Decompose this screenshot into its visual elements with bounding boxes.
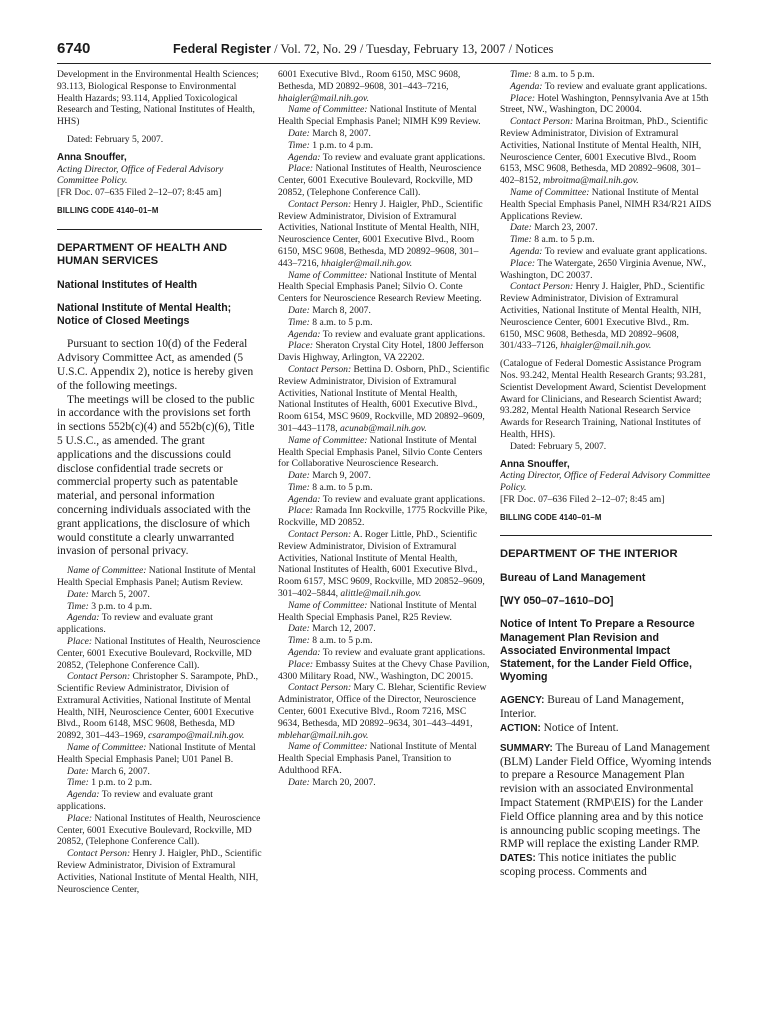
- field-label: Date:: [288, 127, 310, 139]
- meeting-entry: [500, 69, 712, 187]
- field-label: Time:: [67, 777, 89, 789]
- meeting-agenda: To review and evaluate grant applications.: [57, 612, 213, 636]
- contact-person: A. Roger Little, PhD., Scientific Review Administrator, Division of Extramural Activities, National Institute of Mental Health, National Institutes of Health, 6001 Executive Blvd., Room 6157, MSC 9609, Rockville, MD 20852–9609, 301–402–5844,: [278, 529, 485, 600]
- field-label: Time:: [510, 69, 532, 80]
- meeting-place: Sheraton Crystal City Hotel, 1800 Jefferson Davis Highway, Arlington, VA 22202.: [278, 340, 484, 364]
- contact-email: alittle@mail.nih.gov.: [340, 588, 422, 600]
- agency-label: AGENCY:: [500, 695, 545, 707]
- meeting-entry: [278, 270, 490, 435]
- meeting-time: 8 a.m. to 5 p.m.: [309, 481, 373, 493]
- meeting-date: March 12, 2007.: [309, 623, 376, 635]
- field-label: Contact Person:: [288, 363, 352, 375]
- field-label: Place:: [288, 658, 314, 670]
- billing-code: BILLING CODE 4140–01–M: [57, 205, 159, 215]
- dates-text: This notice initiates the public scoping process. Comments and: [500, 852, 677, 878]
- field-label: Place:: [67, 635, 93, 647]
- field-label: Place:: [67, 812, 93, 824]
- bureau-heading: Bureau of Land Management: [500, 571, 646, 584]
- field-label: Place:: [510, 257, 536, 269]
- agency-value: Bureau of Land Management, Interior.: [500, 694, 684, 721]
- docket-number: [WY 050–07–1610–DO]: [500, 595, 614, 608]
- meeting-place: The Watergate, 2650 Virginia Avenue, NW., Washington, DC 20037.: [500, 257, 706, 281]
- contact-email: hhaigler@mail.nih.gov.: [278, 92, 369, 104]
- meeting-date: March 8, 2007.: [309, 127, 371, 139]
- signer-name: Anna Snouffer,: [500, 458, 570, 470]
- field-label: Place:: [288, 340, 314, 352]
- committee-name: National Institute of Mental Health Special Emphasis Panel, NIMH R34/R21 AIDS Applications Review.: [500, 186, 712, 222]
- contact-email: mbroitma@mail.nih.gov.: [543, 175, 639, 187]
- meeting-entry: [278, 600, 490, 742]
- field-label: Agenda:: [288, 151, 321, 163]
- meeting-agenda: To review and evaluate grant applications.: [320, 328, 486, 340]
- meeting-date: March 5, 2007.: [88, 588, 150, 600]
- meeting-agenda: To review and evaluate grant applications.: [57, 789, 213, 813]
- header-rule: [57, 63, 711, 64]
- field-label: Date:: [288, 776, 310, 788]
- field-label: Name of Committee:: [288, 599, 368, 611]
- meeting-date: March 20, 2007.: [309, 776, 376, 788]
- meeting-time: 8 a.m. to 5 p.m.: [531, 234, 595, 246]
- field-label: Agenda:: [288, 493, 321, 505]
- publication-name: Federal Register: [173, 42, 271, 56]
- contact-person: Christopher S. Sarampote, PhD., Scientific Review Administrator, Division of Extramural Activities, National Institute of Mental Health, NIH, Neuroscience Center, 6001 Executive Blvd., Room 6148, MSC 9608, Bethesda, MD 20892, 301–443–1969,: [57, 671, 259, 742]
- field-label: Date:: [510, 222, 532, 234]
- field-label: Contact Person:: [67, 848, 131, 860]
- signer-title: Acting Director, Office of Federal Advisory Committee Policy.: [57, 163, 224, 187]
- notice-title: National Institute of Mental Health; Notice of Closed Meetings: [57, 301, 232, 328]
- column-middle: [278, 69, 490, 1017]
- committee-name: National Institute of Mental Health Special Emphasis Panel; Silvio O. Conte Centers for Neuroscience Research Review Meeting.: [278, 269, 482, 305]
- meeting-time: 8 a.m. to 5 p.m.: [309, 635, 373, 647]
- field-label: Place:: [510, 92, 536, 104]
- field-label: Time:: [288, 635, 310, 647]
- field-label: Date:: [288, 470, 310, 482]
- cfda-catalog: (Catalogue of Federal Domestic Assistance Program Nos. 93.242, Mental Health Research Grants; 93.281, Scientist Development Award, Scientist Development Award for Clinicians, and Research Scientist Award; 93.282, Mental Health National Research Service Awards for Research Training, National Institutes of Health, HHS).: [500, 358, 707, 440]
- field-label: Contact Person:: [288, 198, 352, 210]
- meeting-place: Ramada Inn Rockville, 1775 Rockville Pike, Rockville, MD 20852.: [278, 505, 488, 529]
- committee-name: National Institute of Mental Health Special Emphasis Panel; Autism Review.: [57, 565, 256, 588]
- meeting-entry: [500, 187, 712, 352]
- field-label: Agenda:: [288, 647, 321, 659]
- field-label: Time:: [510, 234, 532, 246]
- meeting-agenda: To review and evaluate grant applications.: [542, 80, 708, 92]
- field-label: Agenda:: [510, 245, 543, 257]
- page-number: 6740: [57, 40, 91, 57]
- contact-address: 6001 Executive Blvd., Room 6150, MSC 9608, Bethesda, MD 20892–9608, 301–443–7216,: [278, 69, 461, 92]
- summary-text: The Bureau of Land Management (BLM) Lander Field Office, Wyoming intends to prepare a Resource Management Plan revision with an associated Environmental Impact Statement (RMP\EIS) for the Lander Field Office planning area and by this notice is announcing public scoping meetings. The RMP will replace the existing Lander RMP.: [500, 741, 712, 851]
- contact-email: acunab@mail.nih.gov.: [340, 422, 427, 434]
- contact-person: Henry J. Haigler, PhD., Scientific Review Administrator, Division of Extramural Activities, National Institute of Mental Health, NIH, Neuroscience Center, 6001 Executive Blvd., Room 6150, MSC 9608, Bethesda, MD 20892–9608, 301–443–7216,: [278, 198, 483, 269]
- field-label: Contact Person:: [510, 116, 574, 128]
- signer-name: Anna Snouffer,: [57, 151, 127, 163]
- meeting-date: March 23, 2007.: [531, 222, 598, 234]
- intro-paragraph: Pursuant to section 10(d) of the Federal Advisory Committee Act, as amended (5 U.S.C. Appendix 2), notice is hereby given of the following meetings.: [57, 338, 254, 392]
- summary-label: SUMMARY:: [500, 742, 553, 754]
- cfda-continuation: Development in the Environmental Health Sciences; 93.113, Biological Response to Environmental Health Hazards; 93.114, Applied Toxicological Research and Testing, National Institutes of Health, HHS): [57, 69, 259, 128]
- field-label: Time:: [288, 316, 310, 328]
- contact-email: csarampo@mail.nih.gov.: [148, 730, 245, 742]
- department-heading: DEPARTMENT OF HEALTH AND HUMAN SERVICES: [57, 241, 228, 268]
- field-label: Agenda:: [510, 80, 543, 92]
- billing-code: BILLING CODE 4140–01–M: [500, 512, 602, 522]
- action-value: Notice of Intent.: [540, 722, 619, 734]
- contact-person: Bettina D. Osborn, PhD., Scientific Review Administrator, Division of Extramural Activities, National Institute of Mental Health, National Institutes of Health, 6001 Executive Blvd., Room 6154, MSC 9609, Rockville, MD 20892–9609, 301–443–1178,: [278, 363, 490, 434]
- closure-paragraph: The meetings will be closed to the public in accordance with the provisions set forth in sections 552b(c)(4) and 552b(c)(6), Title 5 U.S.C., as amended. The grant applications and the discussions could disclose confidential trade secrets or commercial property such as patentable material, and personal information concerning individuals associated with the grant applications, the disclosure of which would constitute a clearly unwarranted invasion of personal privacy.: [57, 393, 255, 558]
- meeting-place: Hotel Washington, Pennsylvania Ave at 15th Street, NW., Washington, DC 20004.: [500, 92, 709, 116]
- issue-citation: / Vol. 72, No. 29 / Tuesday, February 13, 2007 / Notices: [270, 42, 554, 56]
- field-label: Place:: [288, 163, 314, 175]
- meeting-entry: [57, 742, 262, 895]
- meeting-place: National Institutes of Health, Neuroscience Center, 6001 Executive Boulevard, Rockville, MD 20852, (Telephone Conference Call).: [57, 635, 261, 671]
- contact-person: Henry J. Haigler, PhD., Scientific Review Administrator, Division of Extramural Activities, National Institute of Mental Health, NIH, Neuroscience Center, 6001 Executive Blvd., Rm. 6150, MSC 9608, Bethesda, MD 20892–9608, 301/433–7126,: [500, 281, 705, 352]
- field-label: Name of Committee:: [67, 742, 147, 754]
- field-label: Date:: [67, 765, 89, 777]
- field-label: Name of Committee:: [67, 565, 147, 577]
- meeting-place: National Institutes of Health, Neuroscience Center, 6001 Executive Boulevard, Rockville, MD 20852, (Telephone Conference Call).: [278, 163, 482, 198]
- field-label: Contact Person:: [288, 682, 352, 694]
- meeting-agenda: To review and evaluate grant applications.: [542, 245, 708, 257]
- agency-heading: National Institutes of Health: [57, 278, 198, 291]
- meeting-agenda: To review and evaluate grant applications.: [320, 647, 486, 659]
- field-label: Date:: [288, 304, 310, 316]
- meeting-time: 8 a.m. to 5 p.m.: [309, 316, 373, 328]
- contact-email: hhaigler@mail.nih.gov.: [321, 257, 413, 269]
- contact-person: Henry J. Haigler, PhD., Scientific Review Administrator, Division of Extramural Activities, National Institute of Mental Health, NIH, Neuroscience Center,: [57, 848, 262, 895]
- field-label: Agenda:: [67, 789, 100, 801]
- meeting-entry: [57, 565, 262, 742]
- field-label: Name of Committee:: [288, 434, 368, 446]
- running-head: [173, 42, 553, 57]
- contact-continuation: [278, 69, 490, 104]
- contact-person: Marina Broitman, PhD., Scientific Review Administrator, Division of Extramural Activities, National Institute of Mental Health, NIH, Neuroscience Center, 6001 Executive Blvd., Room 6153, MSC 9608, Bethesda, MD 20892–9608, 301–402–8152,: [500, 116, 708, 187]
- meeting-entry: [278, 741, 490, 788]
- field-label: Place:: [288, 505, 314, 517]
- meeting-entry: [278, 104, 490, 269]
- meeting-time: 3 p.m. to 4 p.m.: [88, 600, 153, 612]
- meeting-agenda: To review and evaluate grant applications.: [320, 151, 486, 163]
- field-label: Contact Person:: [510, 281, 574, 293]
- column-left: [57, 69, 262, 1017]
- field-label: Name of Committee:: [510, 186, 590, 198]
- department-heading: DEPARTMENT OF THE INTERIOR: [500, 548, 678, 561]
- page-header: [57, 40, 711, 62]
- committee-name: National Institute of Mental Health Special Emphasis Panel, Transition to Adulthood RFA.: [278, 741, 477, 777]
- committee-name: National Institute of Mental Health Special Emphasis Panel; NIMH K99 Review.: [278, 104, 481, 128]
- field-label: Agenda:: [288, 328, 321, 340]
- dated-line: Dated: February 5, 2007.: [67, 133, 164, 145]
- field-label: Time:: [288, 481, 310, 493]
- fr-doc-line: [FR Doc. 07–635 Filed 2–12–07; 8:45 am]: [57, 187, 222, 199]
- action-label: ACTION:: [500, 723, 541, 734]
- fr-doc-line: [FR Doc. 07–636 Filed 2–12–07; 8:45 am]: [500, 493, 665, 505]
- field-label: Name of Committee:: [288, 741, 368, 753]
- meeting-place: National Institutes of Health, Neuroscience Center, 6001 Executive Boulevard, Rockville, MD 20852, (Telephone Conference Call).: [57, 812, 261, 848]
- committee-name: National Institute of Mental Health Special Emphasis Panel, Silvio Conte Centers for Collaborative Neuroscience Research.: [278, 434, 483, 470]
- field-label: Contact Person:: [67, 671, 131, 683]
- committee-name: National Institute of Mental Health Special Emphasis Panel; U01 Panel B.: [57, 742, 256, 765]
- contact-person: Mary C. Blehar, Scientific Review Administrator, Office of the Director, Neuroscience Center, 6001 Executive Blvd., Room 7216, MSC 9634, Bethesda, MD 20892–9634, 301–443–4491,: [278, 682, 487, 729]
- field-label: Name of Committee:: [288, 269, 368, 281]
- meeting-date: March 6, 2007.: [88, 765, 150, 777]
- contact-email: hhaigler@mail.nih.gov.: [560, 340, 652, 352]
- field-label: Time:: [288, 139, 310, 151]
- contact-email: mblehar@mail.nih.gov.: [278, 729, 369, 741]
- field-label: Contact Person:: [288, 529, 352, 541]
- meeting-agenda: To review and evaluate grant applications.: [320, 493, 486, 505]
- signer-title: Acting Director, Office of Federal Advisory Committee Policy.: [500, 470, 711, 494]
- field-label: Name of Committee:: [288, 104, 368, 116]
- meeting-date: March 9, 2007.: [309, 470, 371, 482]
- section-divider: [57, 229, 262, 230]
- section-divider: [500, 535, 712, 536]
- meeting-date: March 8, 2007.: [309, 304, 371, 316]
- field-label: Date:: [67, 588, 89, 600]
- field-label: Time:: [67, 600, 89, 612]
- dated-line: Dated: February 5, 2007.: [510, 440, 607, 452]
- meeting-time: 1 p.m. to 2 p.m.: [88, 777, 153, 789]
- meeting-place: Embassy Suites at the Chevy Chase Pavilion, 4300 Military Road, NW., Washington, DC 20015.: [278, 658, 490, 682]
- column-right: [500, 69, 712, 1017]
- meeting-time: 1 p.m. to 4 p.m.: [309, 139, 374, 151]
- committee-name: National Institute of Mental Health Special Emphasis Panel, R25 Review.: [278, 599, 477, 623]
- meeting-entry: [278, 435, 490, 600]
- field-label: Date:: [288, 623, 310, 635]
- dates-label: DATES:: [500, 853, 536, 865]
- field-label: Agenda:: [67, 612, 100, 624]
- meeting-time: 8 a.m. to 5 p.m.: [531, 69, 595, 80]
- notice-title: Notice of Intent To Prepare a Resource Management Plan Revision and Associated Environmental Impact Statement, for the Lander Field Office, Wyoming: [500, 618, 695, 684]
